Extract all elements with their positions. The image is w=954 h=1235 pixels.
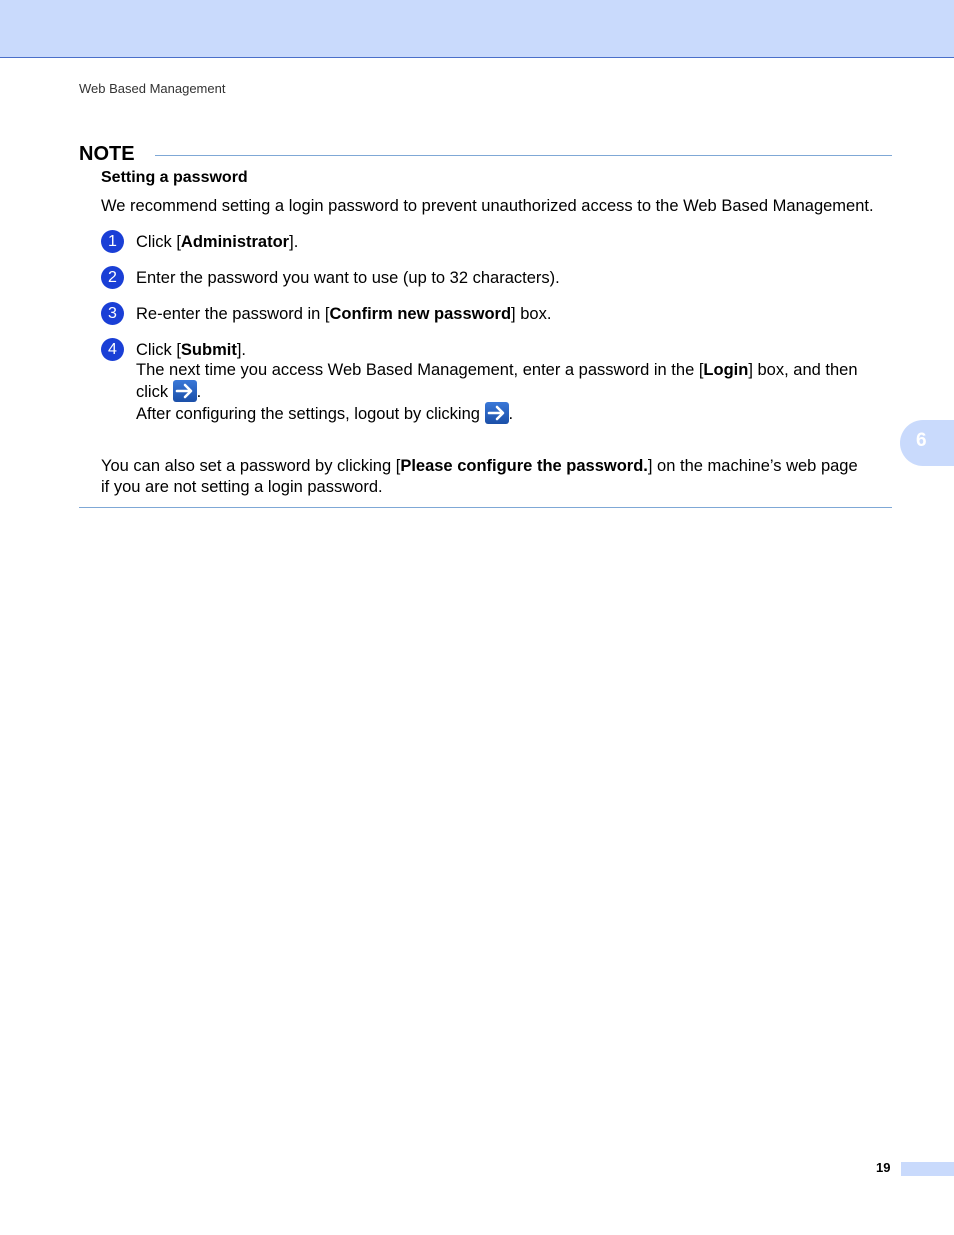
step-text: Click [Administrator]. [136,233,299,251]
step-text: Click [Submit]. The next time you access Web Based Management, enter a password in the [Login] box, and then click . After configuring the settings, logout by clicking . [136,341,858,423]
right-arrow-icon[interactable] [173,380,197,402]
step-text: Enter the password you want to use (up to 32 characters). [136,269,560,287]
note-intro: We recommend setting a login password to prevent unauthorized access to the Web Based Management. [101,197,874,215]
step-number: 2 [101,266,124,289]
note-bottom-rule [79,507,892,508]
step-text: Re-enter the password in [Confirm new password] box. [136,305,552,323]
page-number: 19 [876,1160,891,1175]
step-number: 1 [101,230,124,253]
chapter-number: 6 [916,430,927,451]
right-arrow-icon[interactable] [485,402,509,424]
note-subheading: Setting a password [101,169,248,186]
step-number: 4 [101,338,124,361]
header-band [0,0,954,58]
page-number-bar [901,1162,954,1176]
note-top-rule [155,155,892,156]
note-footer-text: You can also set a password by clicking [Please configure the password.] on the machine’s web page if you are not setting a login password. [101,457,858,496]
running-header: Web Based Management [79,81,226,96]
step-number: 3 [101,302,124,325]
note-title: NOTE [79,143,135,165]
chapter-tab [900,420,954,466]
